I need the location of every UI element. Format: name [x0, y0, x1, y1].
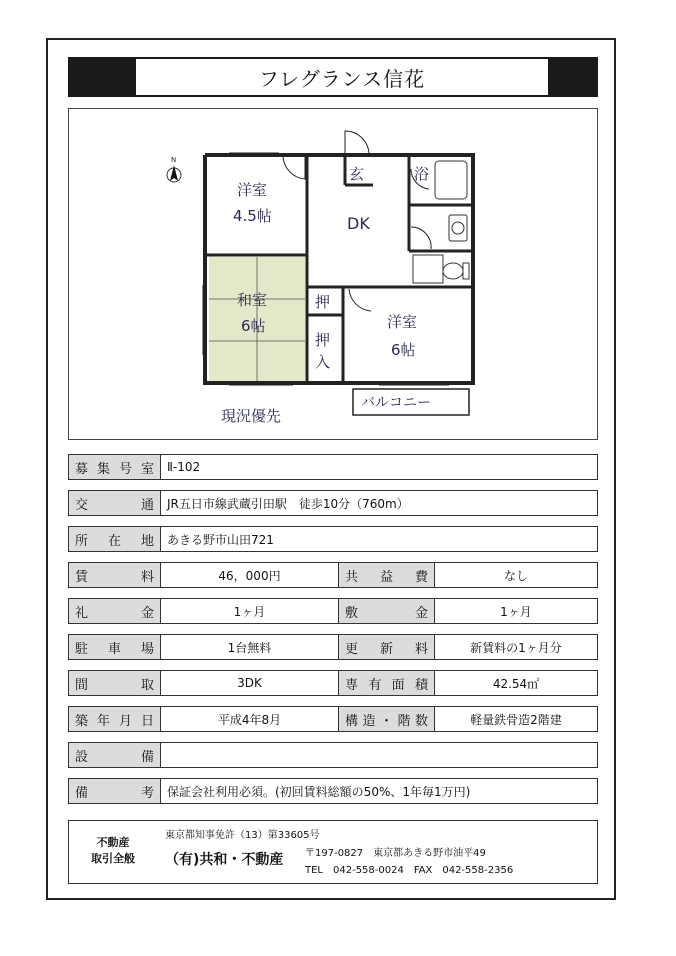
label-equipment: 設 備: [69, 743, 161, 767]
value-structure: 軽量鉄骨造2階建: [470, 712, 562, 727]
value-remarks: 保証会社利用必須。(初回賃料総額の50%、1年毎1万円): [167, 784, 471, 799]
room-youshitsu2-name: 洋室: [387, 313, 418, 331]
agent-type-label: [77, 835, 149, 867]
label-built-date: 築 年 月 日: [69, 707, 161, 731]
row-layout: [68, 670, 598, 696]
row-key-money: [68, 598, 598, 624]
label-rent: 賃 料: [69, 563, 161, 587]
label-renewal-fee: 更 新 料: [339, 635, 435, 659]
row-built-date: [68, 706, 598, 732]
value-parking: 1台無料: [161, 635, 339, 659]
label-common-fee: 共 益 費: [339, 563, 435, 587]
agent-type-line1: 不動産: [96, 836, 130, 849]
value-key-money: 1ヶ月: [161, 599, 339, 623]
label-parking: 駐 車 場: [69, 635, 161, 659]
plan-note: 現況優先: [221, 407, 282, 425]
row-parking: [68, 634, 598, 660]
agent-footer: [68, 820, 598, 884]
property-title: フレグランス信花: [136, 59, 548, 95]
row-remarks: [68, 778, 598, 804]
closet-oshi2-b: 入: [315, 353, 331, 371]
floor-plan-drawing: [69, 109, 597, 439]
room-youshitsu2-size: 6帖: [391, 341, 416, 359]
row-access: [68, 490, 598, 516]
label-access: 交 通: [69, 491, 161, 515]
label-deposit: 敷 金: [339, 599, 435, 623]
value-equipment: [161, 743, 167, 767]
value-deposit: 1ヶ月: [500, 604, 532, 619]
north-label: N: [171, 156, 177, 164]
label-room-number: 募 集 号 室: [69, 455, 161, 479]
value-floor-area: 42.54㎡: [492, 676, 540, 691]
room-genkan: 玄: [349, 165, 365, 183]
label-structure: 構 造 ・ 階 数: [339, 707, 435, 731]
floor-plan: [68, 108, 598, 440]
room-yoku: 浴: [414, 165, 430, 183]
value-common-fee: なし: [503, 568, 528, 583]
row-address: [68, 526, 598, 552]
row-rent: [68, 562, 598, 588]
closet-oshi2-a: 押: [315, 331, 331, 349]
label-address: 所 在 地: [69, 527, 161, 551]
value-rent: 46，000円: [161, 563, 339, 587]
title-bar: [68, 57, 598, 97]
company-phone: TEL 042-558-0024 FAX 042-558-2356: [305, 865, 514, 876]
washroom-space: [413, 255, 443, 283]
value-address: あきる野市山田721: [167, 532, 274, 547]
room-youshitsu1-name: 洋室: [237, 181, 268, 199]
room-washitsu-size: 6帖: [241, 317, 266, 335]
room-washitsu-name: 和室: [237, 291, 268, 309]
toilet-icon: [443, 263, 469, 279]
label-floor-area: 専 有 面 積: [339, 671, 435, 695]
closet-oshi1: 押: [315, 293, 331, 311]
room-dk: DK: [347, 214, 370, 233]
row-room-number: [68, 454, 598, 480]
value-built-date: 平成4年8月: [161, 707, 339, 731]
balcony-label: バルコニー: [361, 395, 431, 411]
agent-type-line2: 取引全般: [91, 852, 135, 865]
value-room-number: Ⅱ-102: [167, 460, 201, 474]
row-equipment: [68, 742, 598, 768]
value-renewal-fee: 新賃料の1ヶ月分: [470, 640, 562, 655]
company-address: 〒197-0827 東京都あきる野市油平49: [305, 848, 486, 859]
property-sheet: [46, 38, 616, 900]
label-key-money: 礼 金: [69, 599, 161, 623]
bathtub-icon: [435, 161, 467, 199]
value-layout: 3DK: [161, 671, 339, 695]
label-layout: 間 取: [69, 671, 161, 695]
value-access: JR五日市線武蔵引田駅 徒歩10分（760m）: [167, 496, 409, 511]
label-remarks: 備 考: [69, 779, 161, 803]
license-number: 東京都知事免許（13）第33605号: [165, 830, 320, 841]
north-arrow-icon: [167, 156, 181, 182]
company-name: （有)共和・不動産: [165, 852, 284, 868]
room-youshitsu1-size: 4.5帖: [233, 207, 272, 225]
